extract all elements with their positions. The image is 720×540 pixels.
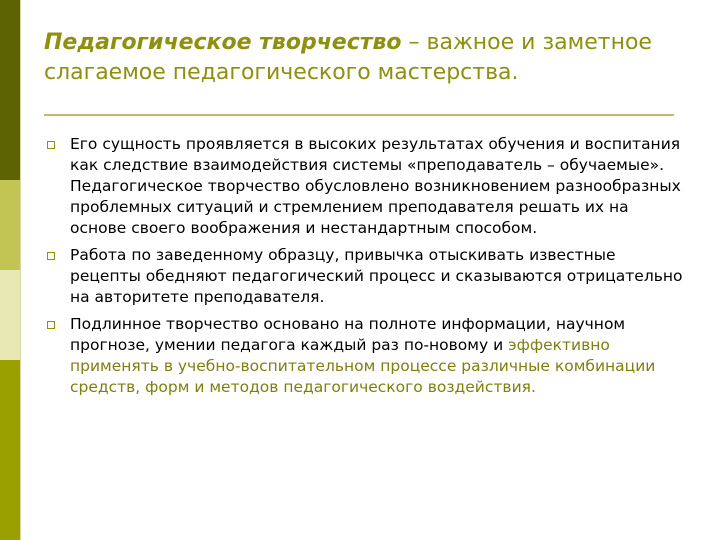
title-rest: – важное и заметное слагаемое педагогического мастерства.: [44, 30, 652, 85]
slide-title: [44, 28, 684, 88]
list-item-highlight: эффективно применять в учебно-воспитательном процессе различные комбинации средств, форм и методов педагогического воздействия.: [70, 336, 656, 396]
hollow-square-bullet-icon: [47, 141, 55, 149]
sidebar-stripe-dark: [0, 0, 20, 180]
sidebar-stripe-light: [0, 180, 20, 270]
list-item: [46, 314, 686, 398]
title-emphasis: Педагогическое творчество: [44, 30, 402, 55]
sidebar-stripe-olive: [0, 360, 20, 540]
hollow-square-bullet-icon: [47, 252, 55, 260]
list-item-text: Подлинное творчество основано на полноте информации, научном прогнозе, умении педагога каждый раз по-новому и: [70, 315, 626, 354]
list-item: [46, 245, 686, 308]
list-item-text: Работа по заведенному образцу, привычка отыскивать известные рецепты обедняют педагогический процесс и сказываются отрицательно на авторитете преподавателя.: [70, 246, 683, 306]
list-item: [46, 134, 686, 239]
title-underline: [44, 114, 674, 116]
bullet-list: [46, 134, 686, 404]
hollow-square-bullet-icon: [47, 321, 55, 329]
sidebar-stripe-pale: [0, 270, 20, 360]
sidebar-divider: [20, 0, 21, 540]
list-item-text: Его сущность проявляется в высоких результатах обучения и воспитания как следствие взаимодействия системы «преподаватель – обучаемые». Педагогическое творчество обусловлено возникновением разнообразных проблемных ситуаций и стремлением преподавателя решать их на основе своего воображения и нестандартным способом.: [70, 135, 681, 237]
